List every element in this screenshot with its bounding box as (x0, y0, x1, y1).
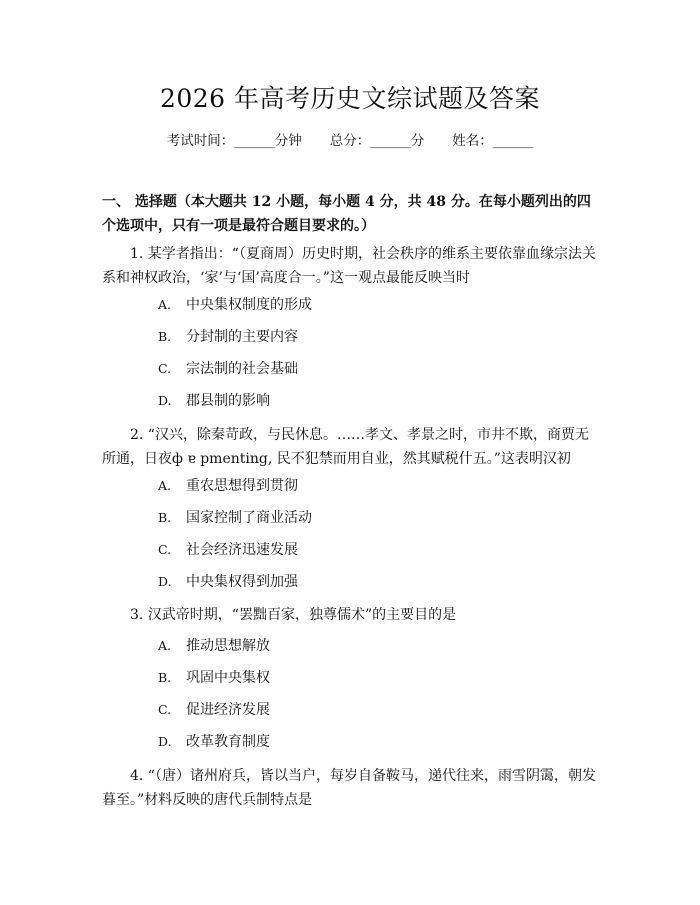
question-2-option-b (158, 508, 312, 528)
option-text: 促进经济发展 (186, 702, 270, 718)
question-1-option-c (158, 359, 298, 379)
question-4: 4. “（唐）诸州府兵，皆以当户，每岁自备鞍马，递代往来，雨雪阴霭，朝发暮至。”材料反映的唐代兵制特点是 (102, 768, 596, 808)
question-2-option-d (158, 572, 298, 592)
option-text: 中央集权制度的形成 (186, 297, 312, 313)
question-3-option-a (158, 636, 270, 656)
document-title: 2026 年高考历史文综试题及答案 (159, 84, 541, 113)
question-2: 2. “汉兴，除秦苛政，与民休息。……孝文、孝景之时，市井不欺，商贾无所通，日夜ф ɐ рmenting, 民不犯禁而用自业，然其赋税什五。”这表明汉初 (102, 427, 589, 467)
question-1: 1. 某学者指出：“（夏商周）历史时期，社会秩序的维系主要依靠血缘宗法关系和神权政治，‘家’与‘国’高度合一。”这一观点最能反映当时 (102, 246, 596, 286)
question-2-option-a (158, 476, 298, 496)
option-letter: B. (158, 670, 172, 685)
option-text: 推动思想解放 (186, 638, 270, 654)
total-score-field: 总分：______分 (329, 133, 425, 149)
option-text: 宗法制的社会基础 (186, 361, 298, 377)
question-1-option-a (158, 295, 312, 315)
section-heading: 一、 选择题（本大题共 12 小题，每小题 4 分，共 48 分。在每小题列出的四个选项中，只有一项是最符合题目要求的。） (102, 194, 591, 234)
option-letter: B. (158, 510, 172, 525)
option-letter: D. (158, 734, 172, 749)
option-text: 中央集权得到加强 (186, 574, 298, 590)
question-3-option-b (158, 668, 270, 688)
question-3-option-d (158, 732, 270, 752)
option-text: 国家控制了商业活动 (186, 510, 312, 526)
question-3: 3. 汉武帝时期，“罢黜百家，独尊儒术”的主要目的是 (130, 607, 457, 623)
option-text: 分封制的主要内容 (186, 329, 298, 345)
exam-meta (0, 131, 700, 151)
question-3-option-c (158, 700, 270, 720)
question-2-option-c (158, 540, 298, 560)
question-1-option-d (158, 391, 270, 411)
option-letter: A. (158, 297, 172, 312)
option-letter: B. (158, 329, 172, 344)
option-text: 郡县制的影响 (186, 393, 270, 409)
option-letter: D. (158, 574, 172, 589)
exam-time-field: 考试时间：______分钟 (166, 133, 302, 149)
option-text: 社会经济迅速发展 (186, 542, 298, 558)
student-name-field: 姓名：______ (452, 133, 534, 149)
option-letter: A. (158, 638, 172, 653)
option-letter: D. (158, 393, 172, 408)
option-letter: C. (158, 542, 172, 557)
option-letter: C. (158, 361, 172, 376)
option-text: 改革教育制度 (186, 734, 270, 750)
option-text: 重农思想得到贯彻 (186, 478, 298, 494)
option-text: 巩固中央集权 (186, 670, 270, 686)
option-letter: A. (158, 478, 172, 493)
question-1-option-b (158, 327, 298, 347)
option-letter: C. (158, 702, 172, 717)
